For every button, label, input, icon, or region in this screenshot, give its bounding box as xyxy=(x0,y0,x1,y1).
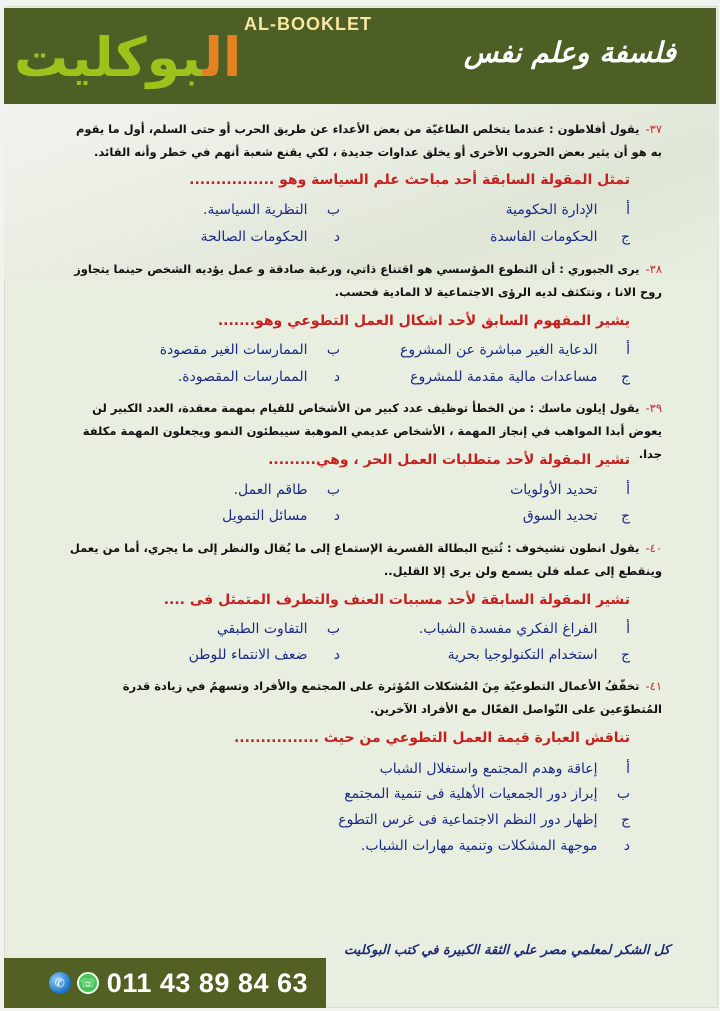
option-text: الممارسات المقصودة. xyxy=(177,369,308,385)
option-a[interactable] xyxy=(419,621,630,637)
contact-bar xyxy=(4,958,326,1008)
option-text: إعاقة وهدم المجتمع واستغلال الشباب xyxy=(379,761,598,777)
question-prompt: تشير المقولة لأحد متطلبات العمل الحر ، وهي......... xyxy=(268,452,630,468)
phone-icon: ✆ xyxy=(49,972,71,994)
option-letter: ب xyxy=(326,482,340,498)
option-letter: أ xyxy=(626,621,630,637)
question-stem xyxy=(62,258,662,304)
option-letter: أ xyxy=(626,482,630,498)
question-prompt: تناقش العبارة قيمة العمل التطوعي من حيث ................ xyxy=(233,730,630,746)
question-prompt: تشير المقولة السابقة لأحد مسببات العنف والتطرف المتمثل فى .... xyxy=(163,592,630,608)
option-text: مساعدات مالية مقدمة للمشروع xyxy=(410,369,598,385)
option-letter: ج xyxy=(620,508,630,524)
header-banner xyxy=(4,8,716,104)
option-letter: د xyxy=(333,508,340,524)
question-number: ٣٩- xyxy=(645,401,662,415)
option-text: إبراز دور الجمعيات الأهلية فى تنمية المجتمع xyxy=(344,786,598,802)
brand-arabic xyxy=(14,28,241,88)
brand-arabic-green-1: بو xyxy=(146,26,203,89)
option-a[interactable] xyxy=(400,342,630,358)
option-letter: أ xyxy=(626,342,630,358)
question-number: ٤٠- xyxy=(645,541,662,555)
option-d[interactable] xyxy=(178,369,340,385)
option-letter: ج xyxy=(620,229,630,245)
option-text: الدعاية الغير مباشرة عن المشروع xyxy=(399,342,598,358)
option-text: الممارسات الغير مقصودة xyxy=(159,342,308,358)
option-text: إظهار دور النظم الاجتماعية فى غرس التطوع xyxy=(338,812,598,828)
option-text: استخدام التكنولوجيا بحرية xyxy=(447,647,598,663)
option-letter: د xyxy=(333,369,340,385)
option-a[interactable] xyxy=(506,202,630,218)
option-text: الحكومات الصالحة xyxy=(200,229,308,245)
option-c[interactable] xyxy=(448,647,630,663)
question-number: ٤١- xyxy=(645,679,662,693)
question-stem xyxy=(62,675,662,721)
option-letter: د xyxy=(333,647,340,663)
question-prompt: يشير المفهوم السابق لأحد اشكال العمل التطوعي وهو....... xyxy=(217,313,630,329)
question-text: يقول إيلون ماسك : من الخطأ توظيف عدد كبير من الأشخاص للقيام بمهمة معقدة، العدد الكبير لن يعوض أبدا المواهب في إنجاز المهمة ، الأشخاص عديمي الموهبة سيبطئون النمو ويجعلون المهمة مكلفة جدا. xyxy=(82,401,662,461)
question-prompt: تمثل المقولة السابقة أحد مباحث علم السياسة وهو ................ xyxy=(189,172,630,188)
question-text: يقول أفلاطون : عندما يتخلص الطاغيّة من بعض الأعداء عن طريق الحرب أو حتى السلم، أول ما يقوم به هو أن يثير بعض الحروب الأخرى أو يخلق عداوات جديدة ، لكي يقنع شعبة أنهم في خطر وأنه القائد. xyxy=(75,122,662,159)
brand-arabic-orange: ال xyxy=(202,26,242,89)
option-text: التفاوت الطبقي xyxy=(216,621,308,637)
option-letter: أ xyxy=(626,761,630,777)
thanks-note: كل الشكر لمعلمي مصر علي الثقة الكبيرة في كتب البوكليت xyxy=(344,943,670,958)
option-b[interactable] xyxy=(217,621,340,637)
option-text: طاقم العمل. xyxy=(233,482,308,498)
question-number: ٣٨- xyxy=(645,262,662,276)
question-number: ٣٧- xyxy=(645,122,662,136)
question-stem xyxy=(62,118,662,164)
option-d[interactable] xyxy=(361,838,630,854)
option-d[interactable] xyxy=(222,508,340,524)
subject-title: فلسفة وعلم نفس xyxy=(463,36,676,69)
option-text: ضعف الانتماء للوطن xyxy=(188,647,308,663)
option-b[interactable] xyxy=(234,482,340,498)
option-letter: ج xyxy=(620,647,630,663)
brand-logo xyxy=(14,10,384,102)
option-c[interactable] xyxy=(523,508,630,524)
option-letter: ج xyxy=(620,369,630,385)
option-a[interactable] xyxy=(380,761,630,777)
option-letter: ب xyxy=(616,786,630,802)
option-text: الحكومات الفاسدة xyxy=(490,229,598,245)
option-text: الفراغ الفكري مفسدة الشباب. xyxy=(418,621,598,637)
option-letter: ب xyxy=(326,202,340,218)
option-text: النظرية السياسية. xyxy=(203,202,308,218)
option-text: تحديد الأولويات xyxy=(510,482,598,498)
option-c[interactable] xyxy=(338,812,630,828)
whatsapp-icon: ☏ xyxy=(77,972,99,994)
option-letter: د xyxy=(623,838,630,854)
option-text: الإدارة الحكومية xyxy=(505,202,598,218)
option-c[interactable] xyxy=(490,229,630,245)
phone-number[interactable]: 011 43 89 84 63 xyxy=(106,967,308,998)
option-text: مسائل التمويل xyxy=(222,508,308,524)
option-text: موجهة المشكلات وتنمية مهارات الشباب. xyxy=(360,838,598,854)
question-text: تخفّفُ الأعمال التطوعيّة مِنَ المُشكلات المُؤثرة على المجتمع والأفراد وتسهمُ في زيادة قدرة المُتطوّعين على التّواصل الفعّال مع الأفراد الآخرين. xyxy=(122,679,662,716)
option-c[interactable] xyxy=(410,369,630,385)
option-letter: ب xyxy=(326,342,340,358)
brand-arabic-green-2: كليت xyxy=(14,26,147,89)
option-b[interactable] xyxy=(160,342,340,358)
option-b[interactable] xyxy=(344,786,630,802)
option-letter: ب xyxy=(326,621,340,637)
option-d[interactable] xyxy=(189,647,340,663)
option-letter: ج xyxy=(620,812,630,828)
option-letter: د xyxy=(333,229,340,245)
question-text: يقول انطون تشيخوف : تُتيح البطالة القسرية الإستماع إلى ما يُقال والنظر إلى ما يجري، أما من يعمل وينقطع إلى عمله فلن يسمع ولن يرى إلا القليل.. xyxy=(69,541,662,578)
option-a[interactable] xyxy=(510,482,630,498)
option-letter: أ xyxy=(626,202,630,218)
question-stem xyxy=(62,537,662,583)
question-text: يرى الجبوري : أن التطوع المؤسسي هو اقتناع ذاتي، ورغبة صادقة و عمل يؤديه الشخص حينما يتجاوز روح الانا ، وتتكثف لديه الرؤى الاجتماعية لا المادية فحسب. xyxy=(74,262,662,299)
option-d[interactable] xyxy=(201,229,340,245)
brand-latin: AL-BOOKLET xyxy=(244,14,372,34)
option-text: تحديد السوق xyxy=(522,508,598,524)
option-b[interactable] xyxy=(203,202,340,218)
